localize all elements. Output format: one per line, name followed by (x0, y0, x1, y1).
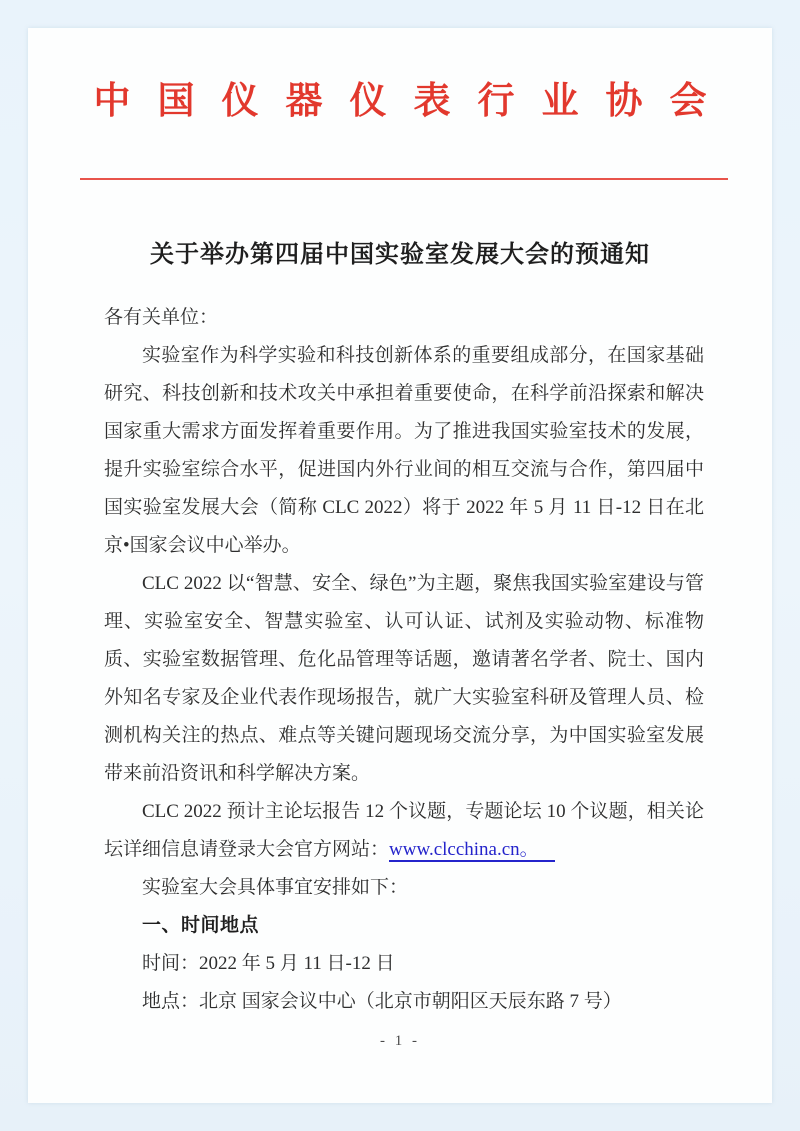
document-page (28, 28, 772, 1103)
salutation: 各有关单位： (104, 307, 219, 328)
paragraph-forum-info (104, 793, 704, 869)
paragraph-intro-lab: 实验室作为科学实验和科技创新体系的重要组成部分，在国家基础研究、科技创新和技术攻关中承担着重要使命，在科学前沿探索和解决国家重大需求方面发挥着重要作用。为了推进我国实验室技术的发展，提升实验室综合水平，促进国内外行业间的相互交流与合作，第四届中国实验室发展大会（简称 CLC 2022）将于 2022 年 5 月 11 日-12 日在北京•国家会议中心举办。 (104, 345, 704, 556)
paragraph-theme: CLC 2022 以“智慧、安全、绿色”为主题，聚焦我国实验室建设与管理、实验室安全、智慧实验室、认可认证、试剂及实验动物、标准物质、实验室数据管理、危化品管理等话题，邀请著名学者、院士、国内外知名专家及企业代表作现场报告，就广大实验室科研及管理人员、检测机构关注的热点、难点等关键问题现场交流分享，为中国实验室发展带来前沿资讯和科学解决方案。 (104, 573, 704, 784)
letterhead-divider (80, 178, 728, 180)
location-line: 地点：北京 国家会议中心（北京市朝阳区天辰东路 7 号） (142, 991, 622, 1012)
paragraph-forum-info-text: CLC 2022 预计主论坛报告 12 个议题，专题论坛 10 个议题，相关论坛详细信息请登录大会官方网站： (104, 801, 704, 860)
section-heading-time-location: 一、时间地点 (142, 915, 260, 936)
time-line: 时间：2022 年 5 月 11 日-12 日 (142, 953, 395, 974)
website-link[interactable]: www.clcchina.cn。 (389, 839, 555, 862)
org-name-letterhead: 中国仪器仪表行业协会 (93, 81, 734, 122)
arrangement-intro: 实验室大会具体事宜安排如下： (142, 877, 409, 898)
doc-title: 关于举办第四届中国实验室发展大会的预通知 (150, 241, 650, 268)
document-body (28, 299, 772, 1021)
page-number: - 1 - (380, 1033, 420, 1049)
